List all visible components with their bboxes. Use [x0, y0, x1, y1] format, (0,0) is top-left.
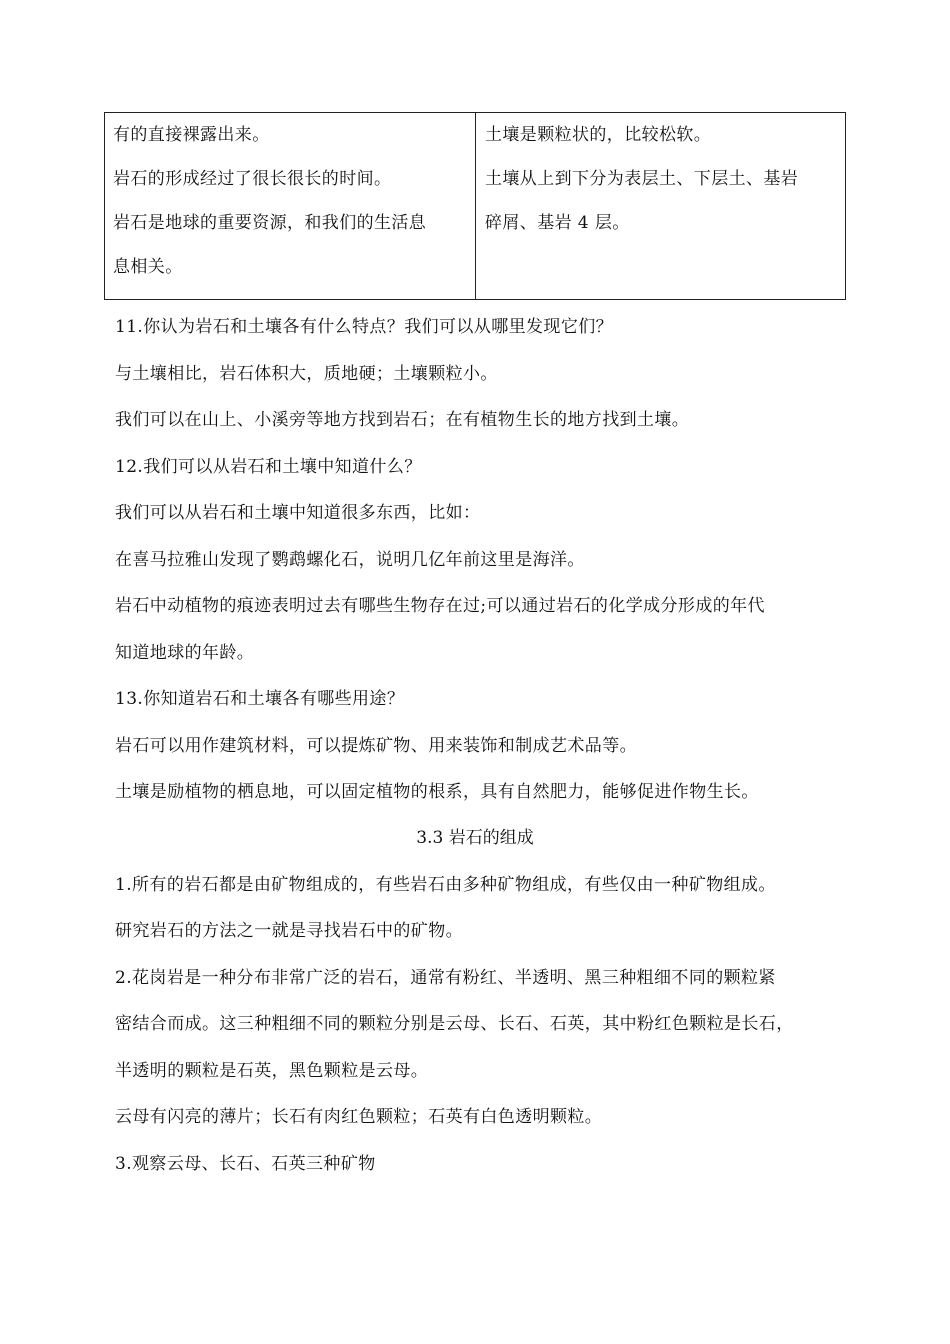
rock-line-1: 有的直接裸露出来。: [113, 125, 270, 145]
answer-line: 我们可以从岩石和土壤中知道很多东西，比如：: [115, 503, 481, 523]
rock-line-4: 息相关。: [113, 257, 183, 277]
section-line: 云母有闪亮的薄片；长石有肉红色颗粒；石英有白色透明颗粒。: [115, 1107, 603, 1127]
table-cell-soil: [485, 113, 841, 245]
section-line: 2.花岗岩是一种分布非常广泛的岩石，通常有粉红、半透明、黑三种粗细不同的颗粒紧: [115, 968, 776, 988]
section-line: 1.所有的岩石都是由矿物组成的，有些岩石由多种矿物组成，有些仅由一种矿物组成。: [115, 875, 776, 895]
soil-line-1: 土壤是颗粒状的，比较松软。: [485, 125, 712, 145]
question-11: 11.你认为岩石和土壤各有什么特点？我们可以从哪里发现它们？: [115, 317, 614, 337]
section-title: 3.3 岩石的组成: [416, 828, 534, 848]
answer-line: 我们可以在山上、小溪旁等地方找到岩石；在有植物生长的地方找到土壤。: [115, 410, 690, 430]
soil-line-2: 土壤从上到下分为表层土、下层土、基岩: [485, 169, 799, 189]
soil-line-3: 碎屑、基岩 4 层。: [485, 213, 630, 233]
question-13: 13.你知道岩石和土壤各有哪些用途？: [115, 689, 405, 709]
summary-table: [104, 112, 846, 300]
answer-line: 知道地球的年龄。: [115, 643, 255, 663]
section-line: 研究岩石的方法之一就是寻找岩石中的矿物。: [115, 921, 463, 941]
section-line: 密结合而成。这三种粗细不同的颗粒分别是云母、长石、石英，其中粉红色颗粒是长石，: [115, 1014, 794, 1034]
rock-line-2: 岩石的形成经过了很长很长的时间。: [113, 169, 392, 189]
section-line: 3.观察云母、长石、石英三种矿物: [115, 1154, 376, 1174]
rock-line-3: 岩石是地球的重要资源，和我们的生活息: [113, 213, 427, 233]
answer-line: 土壤是励植物的栖息地，可以固定植物的根系，具有自然肥力，能够促进作物生长。: [115, 782, 759, 802]
answer-line: 岩石可以用作建筑材料，可以提炼矿物、用来装饰和制成艺术品等。: [115, 736, 637, 756]
answer-line: 岩石中动植物的痕迹表明过去有哪些生物存在过;可以通过岩石的化学成分形成的年代: [115, 596, 765, 616]
question-12: 12.我们可以从岩石和土壤中知道什么？: [115, 457, 422, 477]
answer-line: 在喜马拉雅山发现了鹦鹉螺化石，说明几亿年前这里是海洋。: [115, 550, 585, 570]
answer-line: 与土壤相比，岩石体积大，质地硬；土壤颗粒小。: [115, 364, 498, 384]
table-divider: [475, 113, 476, 299]
section-line: 半透明的颗粒是石英，黑色颗粒是云母。: [115, 1061, 429, 1081]
table-cell-rock: [113, 113, 471, 289]
